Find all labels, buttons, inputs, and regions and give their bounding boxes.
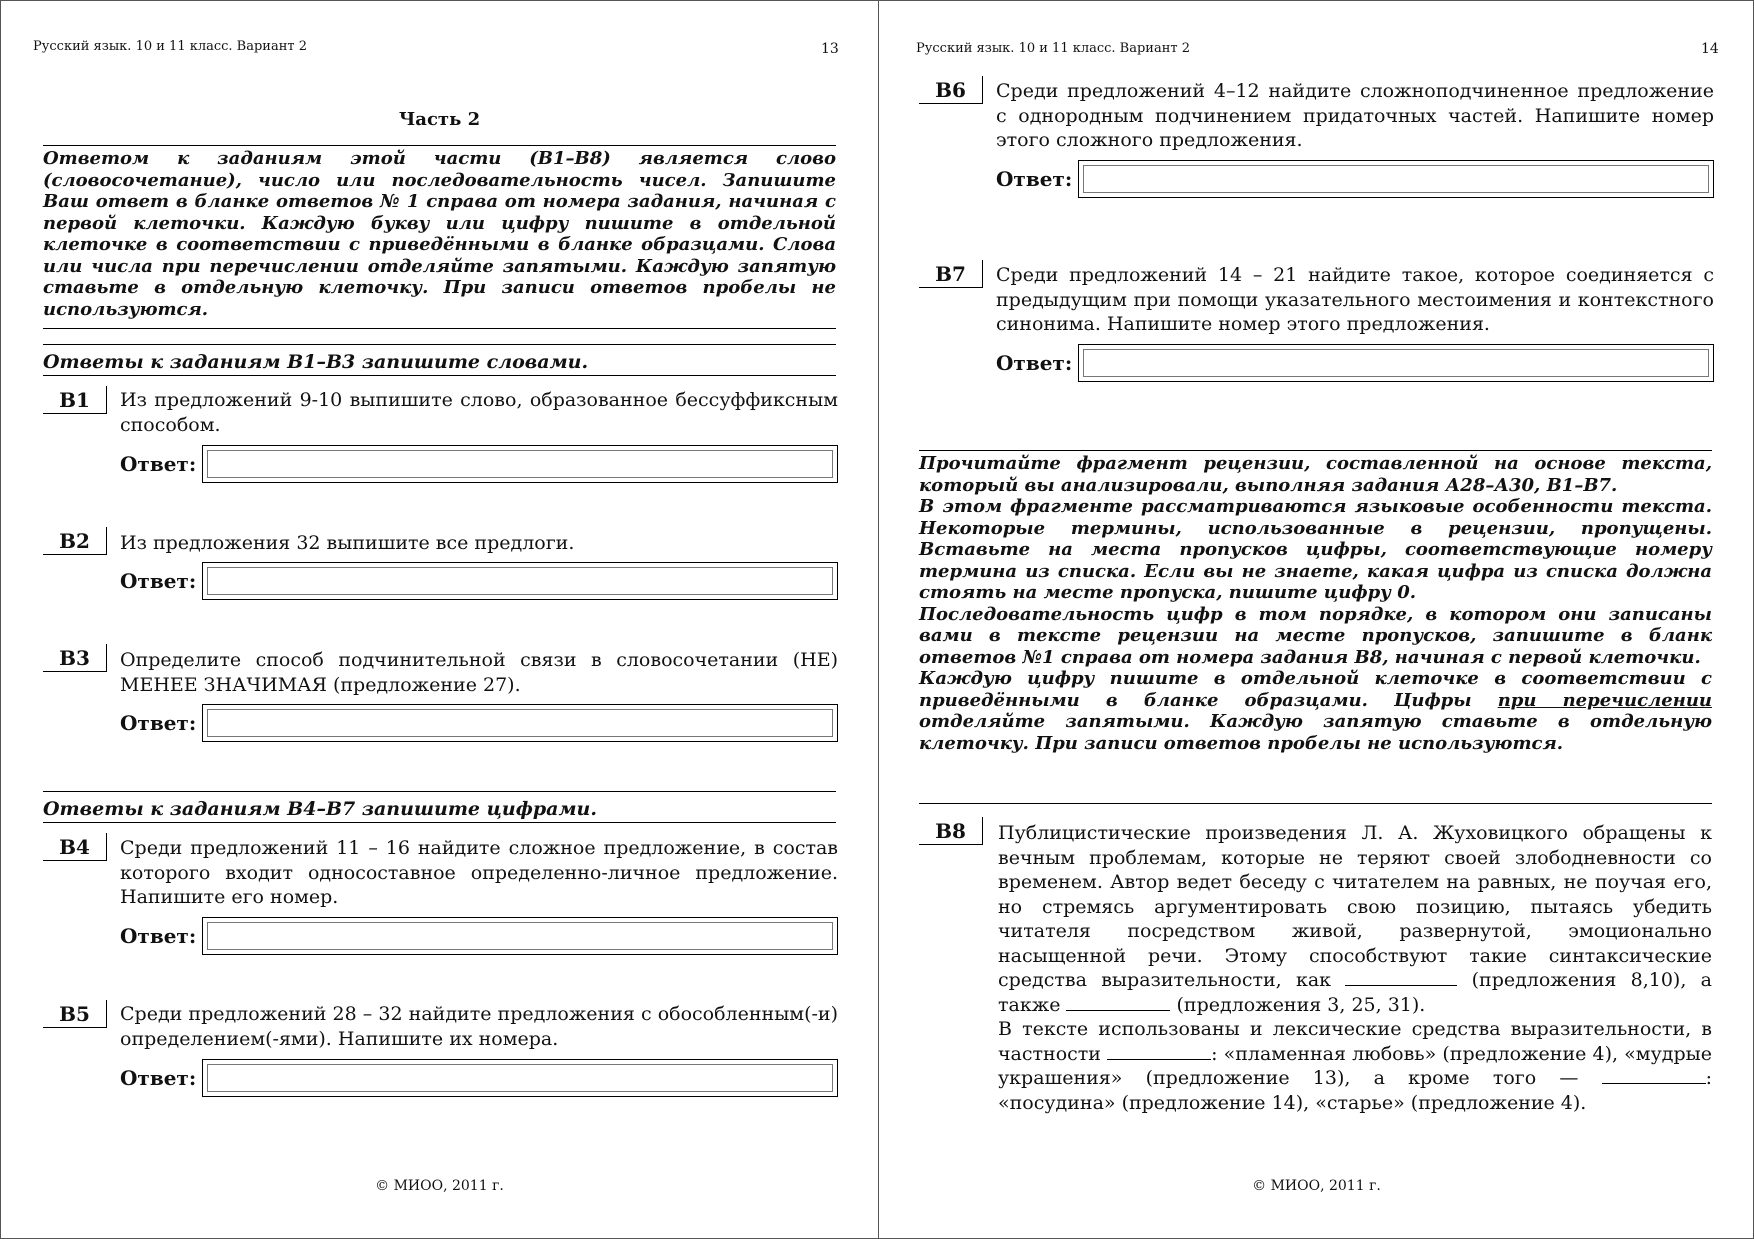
task-text-b6: Среди предложений 4–12 найдите сложноподчиненное предложение с однородным подчинением придаточных частей. Напишите номер этого сложного предложения. bbox=[996, 80, 1714, 151]
instructions-paragraph-4: Каждую цифру пишите в отдельной клеточке в соответствии с приведёнными в бланке образцами. Цифры при перечислении отделяйте запятыми. Каждую запятую ставьте в отдельную клеточку. При записи ответов пробелы не используются. bbox=[919, 668, 1712, 754]
right-page bbox=[879, 1, 1754, 1238]
page-header: Русский язык. 10 и 11 класс. Вариант 2 bbox=[33, 39, 307, 54]
answer-field-b2[interactable] bbox=[202, 562, 838, 600]
answer-field-b1[interactable] bbox=[202, 445, 838, 483]
task-number-b6: В6 bbox=[919, 76, 983, 104]
task-number-b2: В2 bbox=[43, 527, 107, 555]
gap-1 bbox=[1345, 971, 1457, 986]
answer-field-b3[interactable] bbox=[202, 704, 838, 742]
instructions-paragraph-3: Последовательность цифр в том порядке, в котором они записаны вами в тексте рецензии на месте пропусков, запишите в бланк ответов №1 справа от номера задания В8, начиная с первой клеточки. bbox=[919, 603, 1712, 668]
review-paragraph-1: Публицистические произведения Л. А. Жуховицкого обращены к вечным проблемам, которые не теряют своей злободневности со временем. Автор ведет беседу с читателем на равных, не поучая его, но стремясь аргументировать свою позицию, пытаясь убедить читателя посредством живой, развернутой, эмоционально насыщенной речи. Этому способствуют такие синтаксические средства выразительности, как (предложения 8,10), а также (предложения 3, 25, 31). bbox=[998, 822, 1712, 1016]
part-title: Часть 2 bbox=[398, 109, 481, 130]
answer-label-b6: Ответ: bbox=[996, 167, 1073, 191]
answer-label-b5: Ответ: bbox=[120, 1066, 197, 1090]
task-number-b4: В4 bbox=[43, 833, 107, 861]
answer-label-b1: Ответ: bbox=[120, 452, 197, 476]
task-text-b3: Определите способ подчинительной связи в словосочетании (НЕ) МЕНЕЕ ЗНАЧИМАЯ (предложение 27). bbox=[120, 649, 838, 696]
page-number: 13 bbox=[821, 41, 839, 57]
left-page bbox=[1, 1, 879, 1238]
subheading-words: Ответы к заданиям В1–В3 запишите словами. bbox=[43, 344, 836, 376]
subheading-digits: Ответы к заданиям В4–В7 запишите цифрами. bbox=[43, 791, 836, 823]
gap-3 bbox=[1107, 1045, 1211, 1060]
task-number-b7: В7 bbox=[919, 260, 983, 288]
part-instructions: Ответом к заданиям этой части (В1–В8) является слово (словосочетание), число или последовательность чисел. Запишите Ваш ответ в бланке ответов № 1 справа от номера задания, начиная с первой клеточки. Каждую букву или цифру пишите в отдельной клеточке в соответствии с приведёнными в бланке образцами. Слова или числа при перечислении отделяйте запятыми. Каждую запятую ставьте в отдельную клеточку. При записи ответов пробелы не используются. bbox=[43, 145, 836, 329]
instructions-paragraph-1: Прочитайте фрагмент рецензии, составленной на основе текста, который вы анализировали, выполняя задания А28–А30, В1–В7. bbox=[919, 453, 1712, 496]
page-footer: © МИОО, 2011 г. bbox=[375, 1178, 504, 1194]
gap-4 bbox=[1602, 1069, 1706, 1084]
answer-label-b2: Ответ: bbox=[120, 569, 197, 593]
review-paragraph-2: В тексте использованы и лексические средства выразительности, в частности : «пламенная любовь» (предложение 4), «мудрые украшения» (предложение 13), а кроме того — : «посудина» (предложение 14), «старье» (предложение 4). bbox=[998, 1018, 1712, 1114]
task-text-b7: Среди предложений 14 – 21 найдите такое, которое соединяется с предыдущим при помощи указательного местоимения и контекстного синонима. Напишите номер этого предложения. bbox=[996, 264, 1714, 335]
page-number: 14 bbox=[1701, 41, 1719, 57]
answer-label-b7: Ответ: bbox=[996, 351, 1073, 375]
task-number-b5: В5 bbox=[43, 1000, 107, 1028]
answer-label-b3: Ответ: bbox=[120, 711, 197, 735]
review-instructions bbox=[919, 450, 1712, 804]
answer-field-b6[interactable] bbox=[1078, 160, 1714, 198]
page-footer: © МИОО, 2011 г. bbox=[1252, 1178, 1381, 1194]
task-text-b4: Среди предложений 11 – 16 найдите сложное предложение, в состав которого входит односоставное определенно-личное предложение. Напишите его номер. bbox=[120, 837, 838, 908]
task-text-b8 bbox=[998, 821, 1712, 1115]
task-number-b1: В1 bbox=[43, 386, 107, 414]
answer-label-b4: Ответ: bbox=[120, 924, 197, 948]
task-number-b3: В3 bbox=[43, 644, 107, 672]
task-text-b1: Из предложений 9-10 выпишите слово, образованное бессуффиксным способом. bbox=[120, 389, 838, 436]
task-text-b5: Среди предложений 28 – 32 найдите предложения с обособленным(-и) определением(-ями). Напишите их номера. bbox=[120, 1003, 838, 1050]
answer-field-b4[interactable] bbox=[202, 917, 838, 955]
instructions-paragraph-2: В этом фрагменте рассматриваются языковые особенности текста. Некоторые термины, использованные в рецензии, пропущены. Вставьте на места пропусков цифры, соответствующие номеру термина из списка. Если вы не знаете, какая цифра из списка должна стоять на месте пропуска, пишите цифру 0. bbox=[919, 496, 1712, 603]
gap-2 bbox=[1066, 996, 1170, 1011]
task-text-b2: Из предложения 32 выпишите все предлоги. bbox=[120, 532, 575, 554]
answer-field-b5[interactable] bbox=[202, 1059, 838, 1097]
task-number-b8: В8 bbox=[919, 817, 983, 845]
page-header: Русский язык. 10 и 11 класс. Вариант 2 bbox=[916, 41, 1190, 56]
answer-field-b7[interactable] bbox=[1078, 344, 1714, 382]
